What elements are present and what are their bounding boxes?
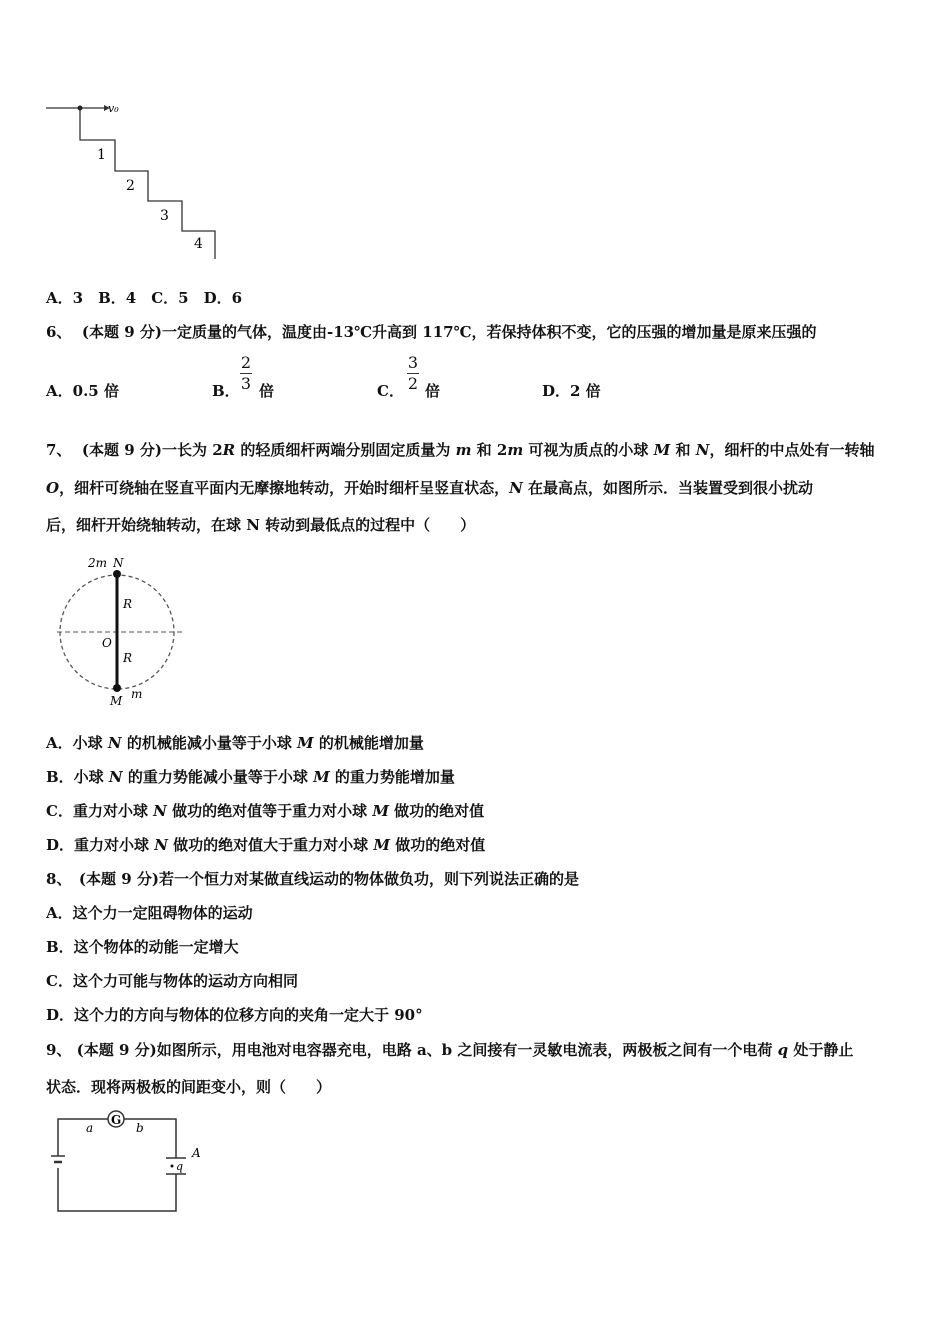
var-M: M [313,768,330,786]
circuit-figure [48,1108,208,1218]
var-N: N [509,479,523,497]
fraction-numerator: 3 [407,353,419,372]
text: 做功的绝对值 [388,802,485,820]
q7-option-b [46,766,455,787]
q8-option-b: B．这个物体的动能一定增大 [46,938,239,956]
q6-text: (本题 9 分)一定质量的气体，温度由-13℃升高到 117℃，若保持体积不变，它的压强的增加量是原来压强的 [81,323,817,341]
charge-label: q [176,1160,184,1173]
text: ，细杆可绕轴在竖直平面内无摩擦地转动，开始时细杆呈竖直状态， [59,479,510,497]
O-label: O [102,636,112,650]
v0-label: v₀ [108,102,119,115]
text: 和 2 [471,441,508,459]
text: 在最高点，如图所示．当装置受到很小扰动 [522,479,814,497]
var-M: M [372,802,389,820]
q6-option-b-prefix: B． [212,382,240,400]
R-upper-label: R [123,597,133,611]
var-M: M [373,836,391,854]
text: 的机械能减小量等于小球 [121,734,298,752]
text: (本题 9 分)一长为 2 [81,441,223,459]
b-label: b [136,1121,144,1135]
var-m: m [507,441,524,459]
step-label: 3 [160,208,169,224]
text: 做功的绝对值大于重力对小球 [167,836,374,854]
var-M: M [297,734,314,752]
q6-option-b-suffix: 倍 [259,382,275,400]
N-label: N [113,556,124,570]
q5-options: A．3 B．4 C．5 D．6 [46,289,243,307]
text: 和 [670,441,696,459]
q8-option-a: A．这个力一定阻碍物体的运动 [46,904,253,922]
q6-option-d: D．2 倍 [542,382,601,400]
q7-line-1 [46,439,874,460]
mass-2m-label: 2m [88,556,108,570]
rod-circle-figure [55,552,195,712]
q9-line-2: 状态．现将两极板的间距变小，则（ ） [46,1078,332,1096]
var-N: N [695,441,710,459]
q6-option-b-fraction [240,354,252,393]
text: 的重力势能增加量 [329,768,455,786]
var-N: N [107,734,122,752]
var-N: N [153,802,167,820]
q8-stem: 8、 (本题 9 分)若一个恒力对某做直线运动的物体做负功，则下列说法正确的是 [46,870,580,888]
fraction-denominator: 2 [407,374,419,393]
fraction-denominator: 3 [240,374,252,393]
stairs-figure [40,95,230,265]
text: B．小球 [46,768,109,786]
galvanometer-label: G [111,1113,122,1127]
text: 9、 (本题 9 分)如图所示，用电池对电容器充电，电路 a、b 之间接有一灵敏电流表，两极板之间有一个电荷 [46,1041,778,1059]
q7-option-c [46,800,484,821]
fraction-numerator: 2 [240,353,252,372]
q8-option-c: C．这个力可能与物体的运动方向相同 [46,972,298,990]
q8-option-d: D．这个力的方向与物体的位移方向的夹角一定大于 90° [46,1006,423,1024]
q6-option-c-suffix: 倍 [425,382,441,400]
text: ，细杆的中点处有一转轴 [709,441,875,459]
charge-dot [171,1165,174,1168]
var-m: m [455,441,472,459]
text: C．重力对小球 [46,802,154,820]
step-label: 1 [97,147,106,163]
q7-option-a [46,732,424,753]
text: 处于静止 [788,1041,854,1059]
text: 可视为质点的小球 [523,441,654,459]
text: A．小球 [46,734,108,752]
mass-m-label: m [131,687,143,701]
q7-line-3: 后，细杆开始绕轴转动，在球 N 转动到最低点的过程中（ ） [46,516,476,534]
q6-number: 6、 [46,323,72,341]
step-label: 2 [126,178,135,194]
var-N: N [108,768,123,786]
ball-N [113,570,121,578]
q6-stem [46,321,817,342]
text: 做功的绝对值等于重力对小球 [166,802,373,820]
var-M: M [653,441,671,459]
text: 的轻质细杆两端分别固定质量为 [235,441,456,459]
step-label: 4 [194,236,203,252]
text: D．重力对小球 [46,836,155,854]
R-lower-label: R [123,651,133,665]
ball-dot [78,106,83,111]
q9-line-1 [46,1039,853,1060]
q6-option-a: A．0.5 倍 [46,382,119,400]
var-N: N [154,836,168,854]
var-R: R [222,441,236,459]
M-label: M [110,694,123,708]
text: 的重力势能减小量等于小球 [122,768,314,786]
q6-option-c-fraction [407,354,419,393]
q7-line-2 [46,477,813,498]
var-O: O [46,479,60,497]
q6-option-c-prefix: C． [377,382,404,400]
plate-A-label: A [192,1146,201,1160]
q7-number: 7、 [46,441,72,459]
text: 的机械能增加量 [313,734,424,752]
a-label: a [86,1121,94,1135]
ball-M [113,684,121,692]
text: 做功的绝对值 [390,836,486,854]
q7-option-d [46,834,485,855]
var-q: q [777,1041,789,1059]
